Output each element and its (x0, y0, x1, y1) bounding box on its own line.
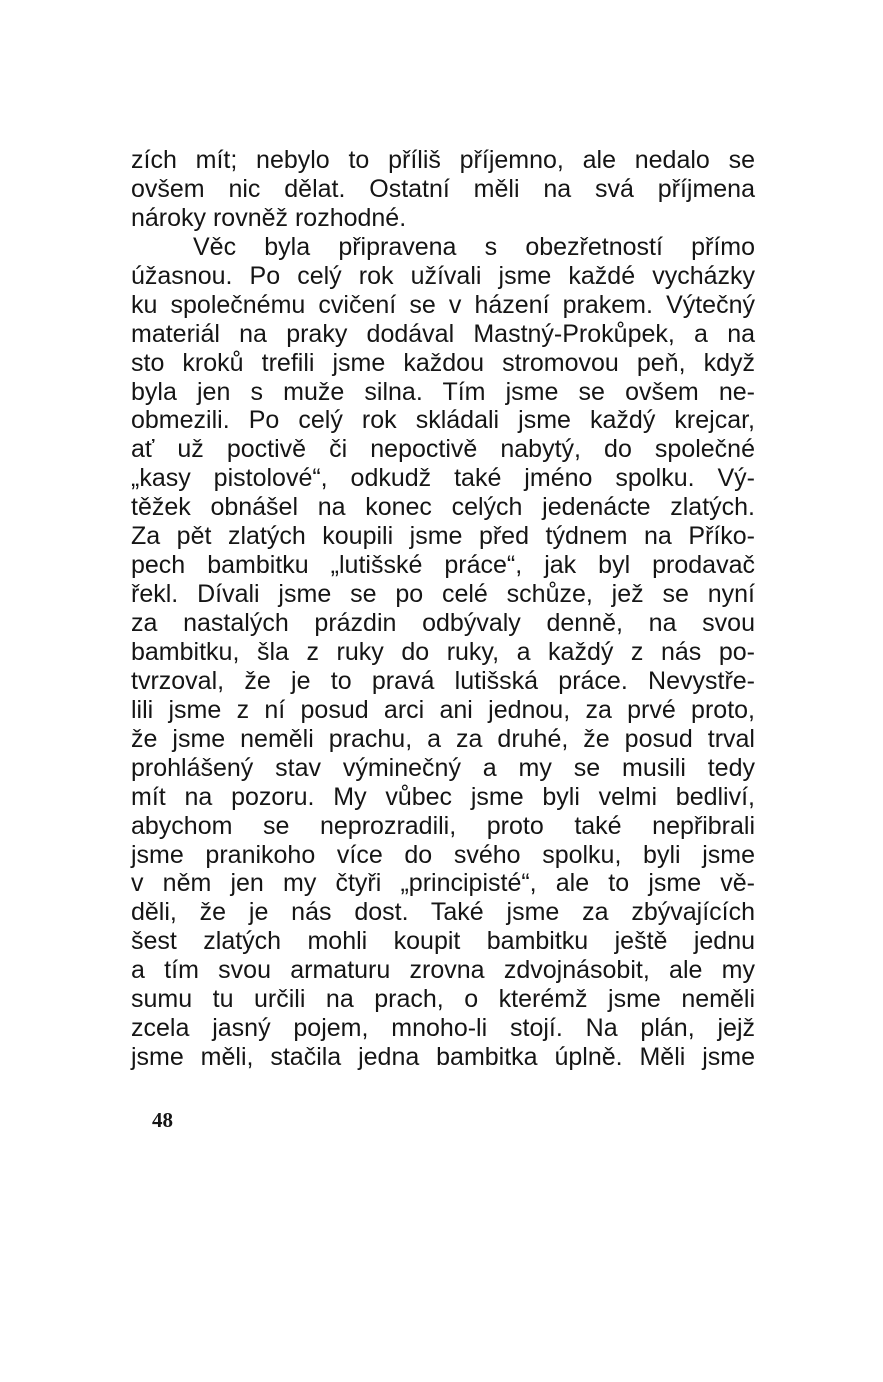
text-line: nároky rovněž rozhodné. (131, 203, 407, 232)
text-line: za nastalých prázdin odbývaly denně, na svou (131, 609, 755, 637)
text-line: byla jen s muže silna. Tím jsme se ovšem ne- (131, 377, 755, 406)
text-line: ovšem nic dělat. Ostatní měli na svá příjmena (131, 174, 755, 203)
text-line: jsme měli, stačila jedna bambitka úplně. Měli jsme (131, 1043, 755, 1072)
text-line: zcela jasný pojem, mnoho-li stojí. Na plán, jejž (131, 1014, 755, 1043)
text-line: těžek obnášel na konec celých jedenácte zlatých. (131, 493, 755, 522)
text-line: pech bambitku „lutišské práce“, jak byl prodavač (131, 551, 755, 580)
text-line: úžasnou. Po celý rok užívali jsme každé vycházky (131, 261, 755, 290)
text-line: lili jsme z ní posud arci ani jednou, za prvé proto, (131, 695, 755, 724)
text-line: mít na pozoru. My vůbec jsme byli velmi bedliví, (131, 782, 755, 811)
text-line: jsme pranikoho více do svého spolku, byli jsme (131, 840, 755, 869)
text-line: Za pět zlatých koupili jsme před týdnem na Příko- (131, 522, 755, 551)
text-line: ku společnému cvičení se v házení prakem. Výtečný (131, 290, 755, 319)
text-line: abychom se neprozradili, proto také nepřibrali (131, 811, 755, 840)
text-line: bambitku, šla z ruky do ruky, a každý z nás po- (131, 637, 755, 666)
text-line: tvrzoval, že je to pravá lutišská práce. Nevystře- (131, 666, 755, 695)
text-line: že jsme neměli prachu, a za druhé, že posud trval (131, 724, 755, 753)
text-line: prohlášený stav výminečný a my se musili tedy (131, 753, 755, 782)
text-line: v něm jen my čtyři „principisté“, ale to jsme vě- (131, 869, 755, 898)
text-line: děli, že je nás dost. Také jsme za zbývajících (131, 898, 755, 927)
text-line: zích mít; nebylo to příliš příjemno, ale nedalo se (131, 146, 755, 174)
text-line: sumu tu určili na prach, o kterémž jsme neměli (131, 985, 755, 1014)
text-line: ať už poctivě či nepoctivě nabytý, do společné (131, 435, 755, 464)
text-line: šest zlatých mohli koupit bambitku ještě jednu (131, 927, 755, 956)
text-line: sto kroků trefili jsme každou stromovou peň, když (131, 348, 755, 377)
text-line: Věc byla připravena s obezřetností přímo (193, 232, 755, 261)
body-text (131, 146, 755, 1072)
text-line: a tím svou armaturu zrovna zdvojnásobit, ale my (131, 956, 755, 985)
text-line: řekl. Dívali jsme se po celé schůze, jež se nyní (131, 580, 755, 609)
page-number: 48 (152, 1108, 173, 1132)
text-line: „kasy pistolové“, odkudž také jméno spolku. Vý- (131, 464, 755, 493)
text-line: materiál na praky dodával Mastný-Prokůpek, a na (131, 319, 755, 348)
text-line: obmezili. Po celý rok skládali jsme každý krejcar, (131, 406, 755, 435)
